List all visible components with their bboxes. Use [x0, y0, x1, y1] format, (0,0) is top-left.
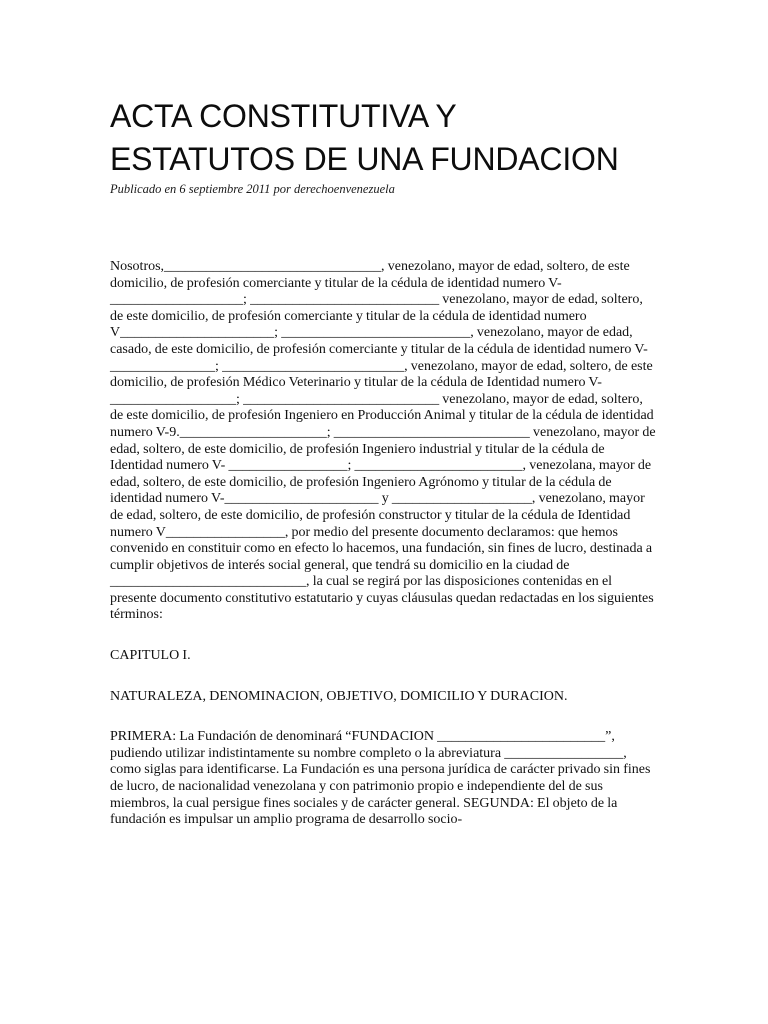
clause-paragraph: PRIMERA: La Fundación de denominará “FUNDACION ________________________”, pudiendo utilizar indistintamente su nombre completo o la abreviatura _________________, como siglas para identificarse. La Fundación es una persona jurídica de carácter privado sin fines de lucro, de nacionalidad venezolana y con patrimonio propio e independiente del de sus miembros, la cual persigue fines sociales y de carácter general. SEGUNDA: El objeto de la fundación es impulsar un amplio programa de desarrollo socio-	[110, 729, 651, 828]
chapter-heading: CAPITULO I.	[110, 648, 191, 664]
title-line-1: ACTA CONSTITUTIVA Y	[110, 98, 457, 134]
section-heading: NATURALEZA, DENOMINACION, OBJETIVO, DOMICILIO Y DURACION.	[110, 688, 568, 704]
document-title	[110, 95, 658, 181]
intro-paragraph: Nosotros,_______________________________, venezolano, mayor de edad, soltero, de este domicilio, de profesión comerciante y titular de la cédula de identidad numero V-___________________; ___________________________ venezolano, mayor de edad, soltero, de este domicilio, de profesión comerciante y titular de la cédula de identidad numero V______________________; ___________________________, venezolano, mayor de edad, casado, de este domicilio, de profesión comerciante y titular de la cédula de identidad numero V-_______________; __________________________, venezolano, mayor de edad, soltero, de este domicilio, de profesión Médico Veterinario y titular de la cédula de Identidad numero V- __________________; ____________________________ venezolano, mayor de edad, soltero, de este domicilio, de profesión Ingeniero en Producción Animal y titular de la cédula de identidad numero V-9._____________________; ____________________________ venezolano, mayor de edad, soltero, de este domicilio, de profesión Ingeniero industrial y titular de la cédula de Identidad numero V- _________________; ________________________, venezolana, mayor de edad, soltero, de este domicilio, de profesión Ingeniero Agrónomo y titular de la cédula de identidad numero V-______________________ y ____________________, venezolano, mayor de edad, soltero, de este domicilio, de profesión constructor y titular de la cédula de Identidad numero V_________________, por medio del presente documento declaramos: que hemos convenido en constituir como en efecto lo hacemos, una fundación, sin fines de lucro, destinada a cumplir objetivos de interés social general, que tendrá su domicilio en la ciudad de ____________________________, la cual se regirá por las disposiciones contenidas en el presente documento constitutivo estatutario y cuyas cláusulas quedan redactadas en los siguientes términos:	[110, 259, 656, 623]
document-page	[110, 95, 658, 829]
publication-byline: Publicado en 6 septiembre 2011 por derechoenvenezuela	[110, 182, 395, 196]
title-line-2: ESTATUTOS DE UNA FUNDACION	[110, 141, 619, 177]
